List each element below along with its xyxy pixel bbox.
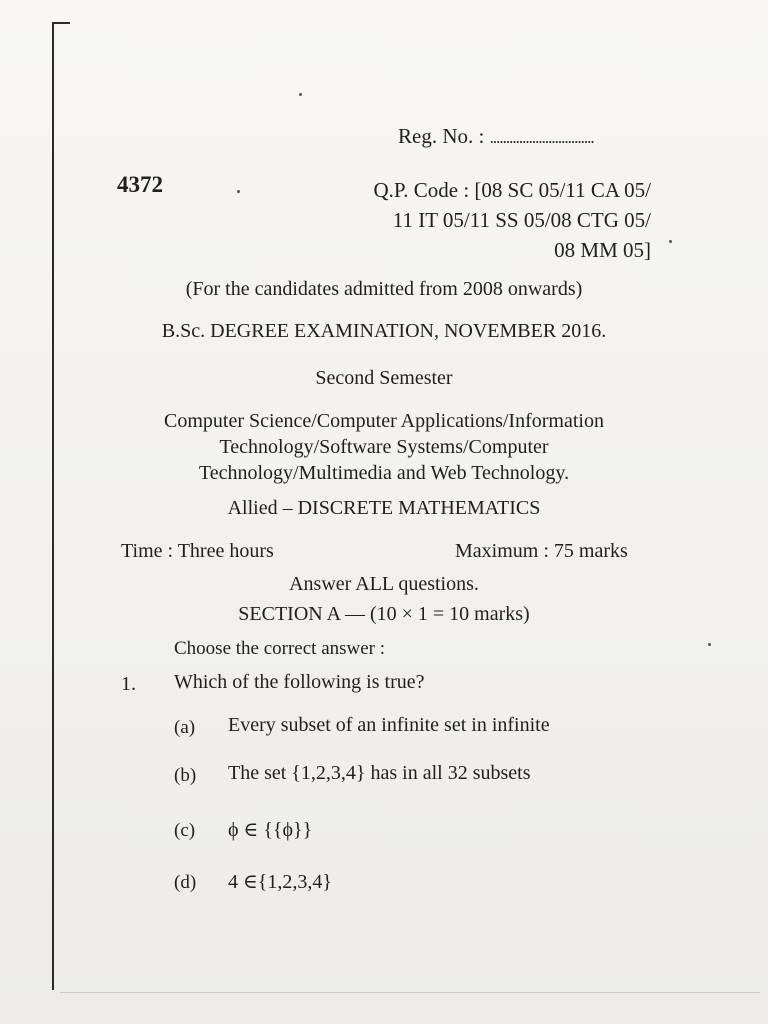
maximum-marks: Maximum : 75 marks [455,540,628,562]
instruction: Answer ALL questions. [289,573,479,595]
section-heading: SECTION A — (10 × 1 = 10 marks) [238,603,530,625]
qp-code [309,175,651,265]
degree-title: B.Sc. DEGREE EXAMINATION, NOVEMBER 2016. [161,320,607,342]
option-text: Every subset of an infinite set in infinite [228,714,550,736]
page-bottom-edge [60,992,760,993]
subject-title: Allied – DISCRETE MATHEMATICS [227,497,541,519]
departments-line: Technology/Multimedia and Web Technology. [198,462,570,484]
option-text: ϕ ∈ {{ϕ}} [228,819,313,841]
page-corner-mark [52,22,70,24]
qp-code-line: 11 IT 05/11 SS 05/08 CTG 05/ [392,208,651,232]
departments-line: Computer Science/Computer Applications/Information [164,410,604,432]
departments [0,408,768,486]
question-text: Which of the following is true? [174,671,425,693]
choose-instruction: Choose the correct answer : [174,638,386,659]
time-allowed: Time : Three hours [121,540,274,562]
candidates-note: (For the candidates admitted from 2008 onwards) [185,278,583,300]
option-label: (a) [174,717,196,738]
reg-no-label: Reg. No. : [398,124,485,148]
reg-no-blank: ................................ [489,128,594,147]
option-label: (b) [174,765,197,786]
paper-speck [669,240,672,243]
paper-speck [708,643,711,646]
option-text: 4 ∈{1,2,3,4} [228,871,333,893]
semester: Second Semester [315,367,453,389]
paper-speck [237,190,240,193]
option-label: (d) [174,872,197,893]
qp-code-line: Q.P. Code : [08 SC 05/11 CA 05/ [373,178,651,202]
exam-number: 4372 [117,172,163,197]
question-number: 1. [121,673,136,695]
reg-no [398,124,594,149]
departments-line: Technology/Software Systems/Computer [219,436,549,458]
option-label: (c) [174,820,196,841]
qp-code-line: 08 MM 05] [554,238,651,262]
paper-speck [299,93,302,96]
option-text: The set {1,2,3,4} has in all 32 subsets [228,762,531,784]
